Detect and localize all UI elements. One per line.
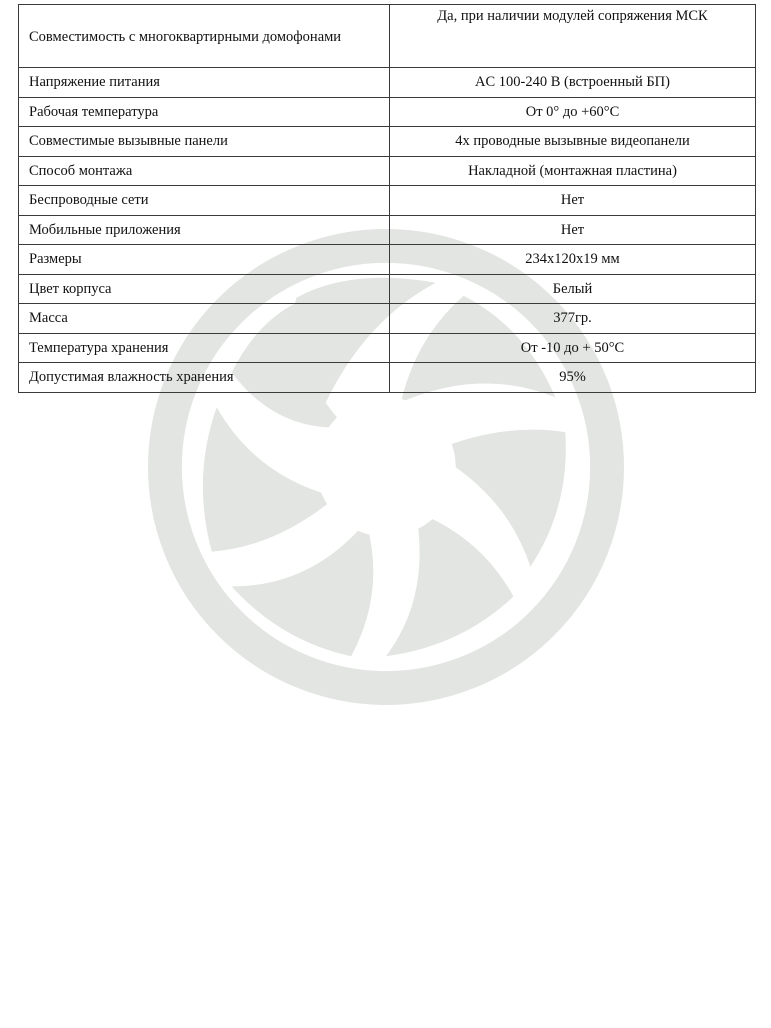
param-cell: Мобильные приложения: [19, 215, 390, 245]
value-cell: 377гр.: [390, 304, 756, 334]
table-row: [19, 156, 756, 186]
param-cell: Совместимость с многоквартирными домофонами: [19, 5, 390, 68]
param-cell: Допустимая влажность хранения: [19, 363, 390, 393]
value-cell: От 0° до +60°C: [390, 97, 756, 127]
specifications-table: [18, 4, 756, 393]
value-cell: 95%: [390, 363, 756, 393]
value-cell: 4х проводные вызывные видеопанели: [390, 127, 756, 157]
param-cell: Совместимые вызывные панели: [19, 127, 390, 157]
param-cell: Напряжение питания: [19, 68, 390, 98]
table-row: [19, 245, 756, 275]
table-row: [19, 97, 756, 127]
param-cell: Масса: [19, 304, 390, 334]
table-row: [19, 127, 756, 157]
value-cell: Нет: [390, 186, 756, 216]
value-cell: Белый: [390, 274, 756, 304]
param-cell: Цвет корпуса: [19, 274, 390, 304]
value-cell: Нет: [390, 215, 756, 245]
value-cell: 234x120x19 мм: [390, 245, 756, 275]
table-row: [19, 304, 756, 334]
param-cell: Размеры: [19, 245, 390, 275]
table-row: [19, 333, 756, 363]
table-row: [19, 186, 756, 216]
table-row: [19, 363, 756, 393]
value-cell: AC 100-240 В (встроенный БП): [390, 68, 756, 98]
param-cell: Рабочая температура: [19, 97, 390, 127]
table-row: [19, 68, 756, 98]
value-cell: Накладной (монтажная пластина): [390, 156, 756, 186]
value-cell: От -10 до + 50°C: [390, 333, 756, 363]
table-row: [19, 274, 756, 304]
param-cell: Способ монтажа: [19, 156, 390, 186]
param-cell: Беспроводные сети: [19, 186, 390, 216]
param-cell: Температура хранения: [19, 333, 390, 363]
table-row: [19, 215, 756, 245]
table-row: [19, 5, 756, 68]
value-cell: Да, при наличии модулей сопряжения МСК: [390, 5, 756, 68]
